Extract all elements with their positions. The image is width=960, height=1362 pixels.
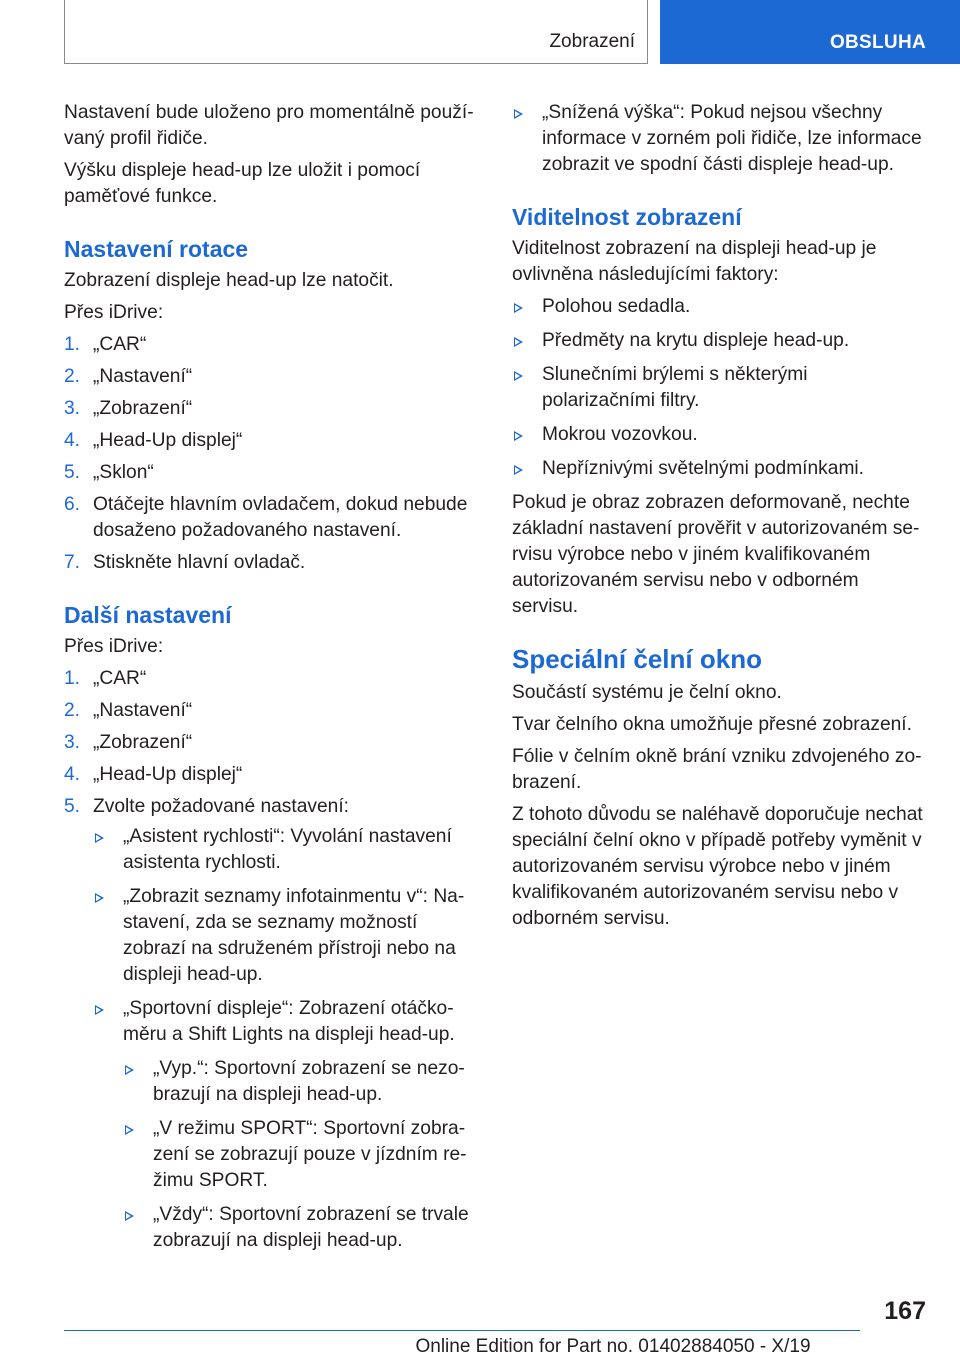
bullet-item [512,456,924,482]
paragraph: Přes iDrive: [64,302,164,323]
display-options-list [93,824,476,1254]
triangle-bullet-icon [125,1211,134,1221]
section-heading-visibility: Viditelnost zobrazení [512,204,742,230]
reduced-height-option [512,100,924,178]
step-text: Stiskněte hlavní ovladač. [93,552,306,573]
triangle-bullet-icon [514,109,523,119]
step-item [64,396,476,422]
triangle-bullet-icon [514,303,523,313]
footer-edition: Online Edition for Part no. 01402884050 - X/19 [415,1336,811,1357]
triangle-bullet-icon [514,465,523,475]
left-column [64,100,476,1262]
step-item [64,730,476,756]
intro-paragraph: Výšku displeje head-up lze uložit i pomocí paměťové funkce. [64,160,421,207]
paragraph: Z tohoto důvodu se naléhavě doporučuje nechat speciální čelní okno v případě potřeby vyměnit v autorizovaném servisu výrobce nebo v jiném kvalifikovaném autorizovaném servisu nebo v odborném servisu. [512,804,923,929]
bullet-text: „Vždy“: Sportovní zobrazení se trvale zobrazují na displeji head-up. [153,1204,469,1251]
page-number: 167 [884,1297,926,1325]
triangle-bullet-icon [125,1125,134,1135]
step-number: 1. [64,334,81,355]
triangle-bullet-icon [95,833,104,843]
step-number: 5. [64,796,81,817]
bullet-text: Slunečními brýlemi s některými polarizačními filtry. [542,364,808,411]
bullet-item [93,824,476,876]
paragraph: Tvar čelního okna umožňuje přesné zobrazení. [512,714,912,735]
bullet-item [512,294,924,320]
triangle-bullet-icon [514,431,523,441]
step-item [64,364,476,390]
triangle-bullet-icon [95,1005,104,1015]
step-number: 4. [64,764,81,785]
section-heading-more-settings: Další nastavení [64,602,232,628]
step-text: „Nastavení“ [93,366,193,387]
step-text: „Zobrazení“ [93,732,193,753]
step-item [64,666,476,692]
bullet-item [93,996,476,1254]
header-chapter-title: OBSLUHA [829,32,926,53]
intro-paragraph: Nastavení bude uloženo pro momentálně používaný profil řidiče. [64,102,474,149]
bullet-item [512,422,924,448]
header-section-box [64,0,648,64]
sport-options-list [123,1056,476,1254]
paragraph: Zobrazení displeje head-up lze natočit. [64,270,394,291]
step-item [64,460,476,486]
bullet-text: „Asistent rychlosti“: Vyvolání nastavení asistenta rychlosti. [123,826,452,873]
step-number: 4. [64,430,81,451]
bullet-text: Předměty na krytu displeje head-up. [542,330,850,351]
rotation-steps [64,332,476,576]
header-section-title: Zobrazení [549,31,635,52]
bullet-text: Mokrou vozovkou. [542,424,698,445]
step-text: Zvolte požadované nastavení: [93,796,350,817]
step-number: 5. [64,462,81,483]
bullet-item [512,100,924,178]
step-number: 2. [64,700,81,721]
step-number: 7. [64,552,81,573]
paragraph: Viditelnost zobrazení na displeji head-up je ovlivněna následujícími faktory: [512,238,877,285]
step-text: „Head-Up displej“ [93,764,243,785]
step-item [64,492,476,544]
step-item [64,794,476,1254]
step-number: 2. [64,366,81,387]
bullet-text: „Zobrazit seznamy infotainmentu v“: Nastavení, zda se seznamy možností zobrazí na sdruženém přístroji nebo na displeji head-up. [123,886,465,985]
triangle-bullet-icon [125,1065,134,1075]
section-heading-rotation: Nastavení rotace [64,236,249,262]
right-column [512,100,924,938]
step-item [64,428,476,454]
bullet-text: Polohou sedadla. [542,296,691,317]
bullet-text: „Vyp.“: Sportovní zobrazení se nezobrazují na displeji head-up. [153,1058,465,1105]
paragraph: Přes iDrive: [64,636,164,657]
step-text: „Head-Up displej“ [93,430,243,451]
paragraph: Pokud je obraz zobrazen deformovaně, nechte základní nastavení prověřit v autorizovaném servisu výrobce nebo v jiném kvalifikovaném autorizovaném servisu nebo v odborném servisu. [512,492,920,617]
paragraph: Součástí systému je čelní okno. [512,682,782,703]
triangle-bullet-icon [514,337,523,347]
step-number: 6. [64,494,81,515]
step-text: „CAR“ [93,334,147,355]
visibility-factors-list [512,294,924,482]
bullet-item [512,328,924,354]
step-item [64,762,476,788]
triangle-bullet-icon [95,893,104,903]
step-number: 3. [64,732,81,753]
triangle-bullet-icon [514,371,523,381]
bullet-item [512,362,924,414]
step-text: „Nastavení“ [93,700,193,721]
bullet-text: „Snížená výška“: Pokud nejsou všechny informace v zorném poli řidiče, lze informace zobrazit ve spodní části displeje head-up. [542,102,922,175]
step-text: „CAR“ [93,668,147,689]
step-item [64,332,476,358]
more-settings-steps [64,666,476,1254]
step-item [64,698,476,724]
bullet-item [123,1116,476,1194]
bullet-item [123,1056,476,1108]
bullet-text: „Sportovní displeje“: Zobrazení otáčkoměru a Shift Lights na displeji head-up. [123,998,455,1045]
step-number: 3. [64,398,81,419]
paragraph: Fólie v čelním okně brání vzniku zdvojeného zobrazení. [512,746,922,793]
section-heading-windshield: Speciální čelní okno [512,644,762,674]
bullet-text: Nepříznivými světelnými podmínkami. [542,458,865,479]
step-text: „Zobrazení“ [93,398,193,419]
step-text: „Sklon“ [93,462,154,483]
step-text: Otáčejte hlavním ovladačem, dokud nebude dosaženo požadovaného nastavení. [93,494,468,541]
bullet-text: „V režimu SPORT“: Sportovní zobrazení se zobrazují pouze v jízdním režimu SPORT. [153,1118,467,1191]
step-item [64,550,476,576]
bullet-item [123,1202,476,1254]
step-number: 1. [64,668,81,689]
bullet-item [93,884,476,988]
footer-divider [64,1330,860,1331]
header-chapter-box [660,0,960,64]
